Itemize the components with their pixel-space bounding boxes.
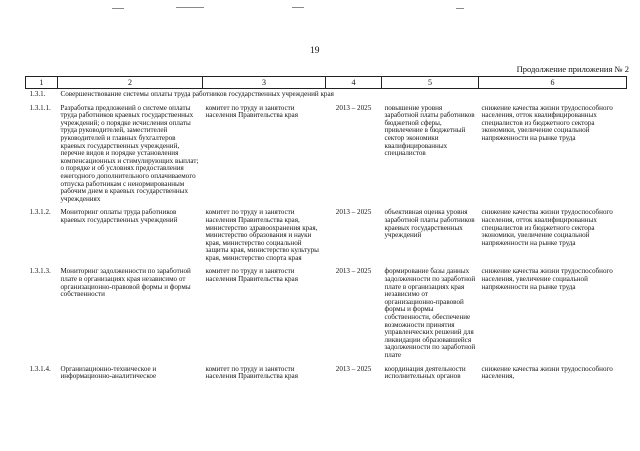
table-row	[26, 103, 627, 208]
implementation-period: 2013 – 2025	[335, 103, 372, 112]
section-number: 1.3.1.	[29, 90, 46, 98]
measure-name: Мониторинг оплаты труда работников краевых государственных учреждений	[60, 208, 178, 224]
responsible-executor: комитет по труду и занятости населения Правительства края	[205, 267, 298, 284]
expected-result: координация деятельности исполнительных органов	[384, 364, 466, 381]
expected-result: формирование базы данных задолженности по заработной плате в организациях края независимо от организационно-правовой формы и формы собственности, обеспечение возможности принятия управленческих решений для ликвидации образовавшейся задолженности по заработной плате	[384, 267, 476, 359]
table-header	[26, 77, 627, 89]
measure-name: Разработка предложений о системе оплаты труда работников краевых государственных учреждений; о порядке исчисления оплаты труда руководителей, заместителей руководителей и главных бухгалтеров краевых государственных учреждений, перечне видов и порядке установления компенсационных и стимулирующих выплат; о порядке и об условиях предоставления ежегодного дополнительного оплачиваемого отпуска работникам с ненормированным рабочим днем в краевых государственных учреждениях	[60, 103, 199, 203]
responsible-executor: комитет по труду и занятости населения Правительства края, министерство здравоохранения края, министерство образования и науки края, министерство социальной защиты края, министерство культуры края, министерство спорта края	[205, 208, 319, 262]
measure-name: Организационно-техническое и информационно-аналитическое	[60, 364, 157, 381]
row-number: 1.3.1.1.	[29, 103, 51, 112]
measure-name: Мониторинг задолженности по заработной плате в организациях края независимо от организационно-правовой формы и формы собственности	[60, 267, 191, 299]
implementation-period: 2013 – 2025	[335, 208, 372, 217]
row-number: 1.3.1.4.	[29, 364, 51, 373]
measures-table	[25, 76, 627, 385]
section-title: Совершенствование системы оплаты труда работников государственных учреждений края	[60, 90, 334, 98]
page-number: 19	[310, 46, 320, 56]
header-col-1: 1	[26, 77, 58, 89]
non-implementation-consequences: снижение качества жизни трудоспособного населения,	[481, 364, 613, 381]
implementation-period: 2013 – 2025	[335, 267, 372, 276]
header-col-6: 6	[479, 77, 627, 89]
expected-result: повышение уровня заработной платы работников бюджетной сферы, привлечение в бюджетный сектор экономики квалифицированных специалистов	[384, 103, 475, 158]
header-row	[26, 77, 627, 89]
non-implementation-consequences: снижение качества жизни трудоспособного населения, отток квалифицированных специалистов из бюджетного сектора экономики, увеличение социальной напряженности на рынке труда	[481, 103, 613, 142]
scan-mark	[456, 8, 464, 9]
row-number: 1.3.1.3.	[29, 267, 51, 276]
header-col-4: 4	[326, 77, 382, 89]
responsible-executor: комитет по труду и занятости населения Правительства края	[205, 103, 298, 120]
scan-mark	[112, 8, 124, 9]
appendix-continuation-label: Продолжение приложения № 2	[516, 64, 629, 74]
header-col-2: 2	[58, 77, 203, 89]
expected-result: объективная оценка уровня заработной платы работников краевых государственных учреждений	[384, 208, 475, 240]
implementation-period: 2013 – 2025	[335, 364, 372, 373]
row-number: 1.3.1.2.	[29, 208, 51, 217]
header-col-5: 5	[382, 77, 479, 89]
table-row	[26, 266, 627, 363]
scan-mark	[176, 7, 204, 8]
non-implementation-consequences: снижение качества жизни трудоспособного населения, отток квалифицированных специалистов из бюджетного сектора экономики, увеличение социальной напряженности на рынке труда	[481, 208, 613, 247]
table-row	[26, 207, 627, 266]
header-col-3: 3	[203, 77, 326, 89]
section-row	[26, 89, 627, 103]
table-row	[26, 364, 627, 385]
scan-mark	[292, 7, 304, 8]
responsible-executor: комитет по труду и занятости населения Правительства края	[205, 364, 298, 381]
non-implementation-consequences: снижение качества жизни трудоспособного населения, увеличение социальной напряженности на рынке труда	[481, 267, 613, 291]
